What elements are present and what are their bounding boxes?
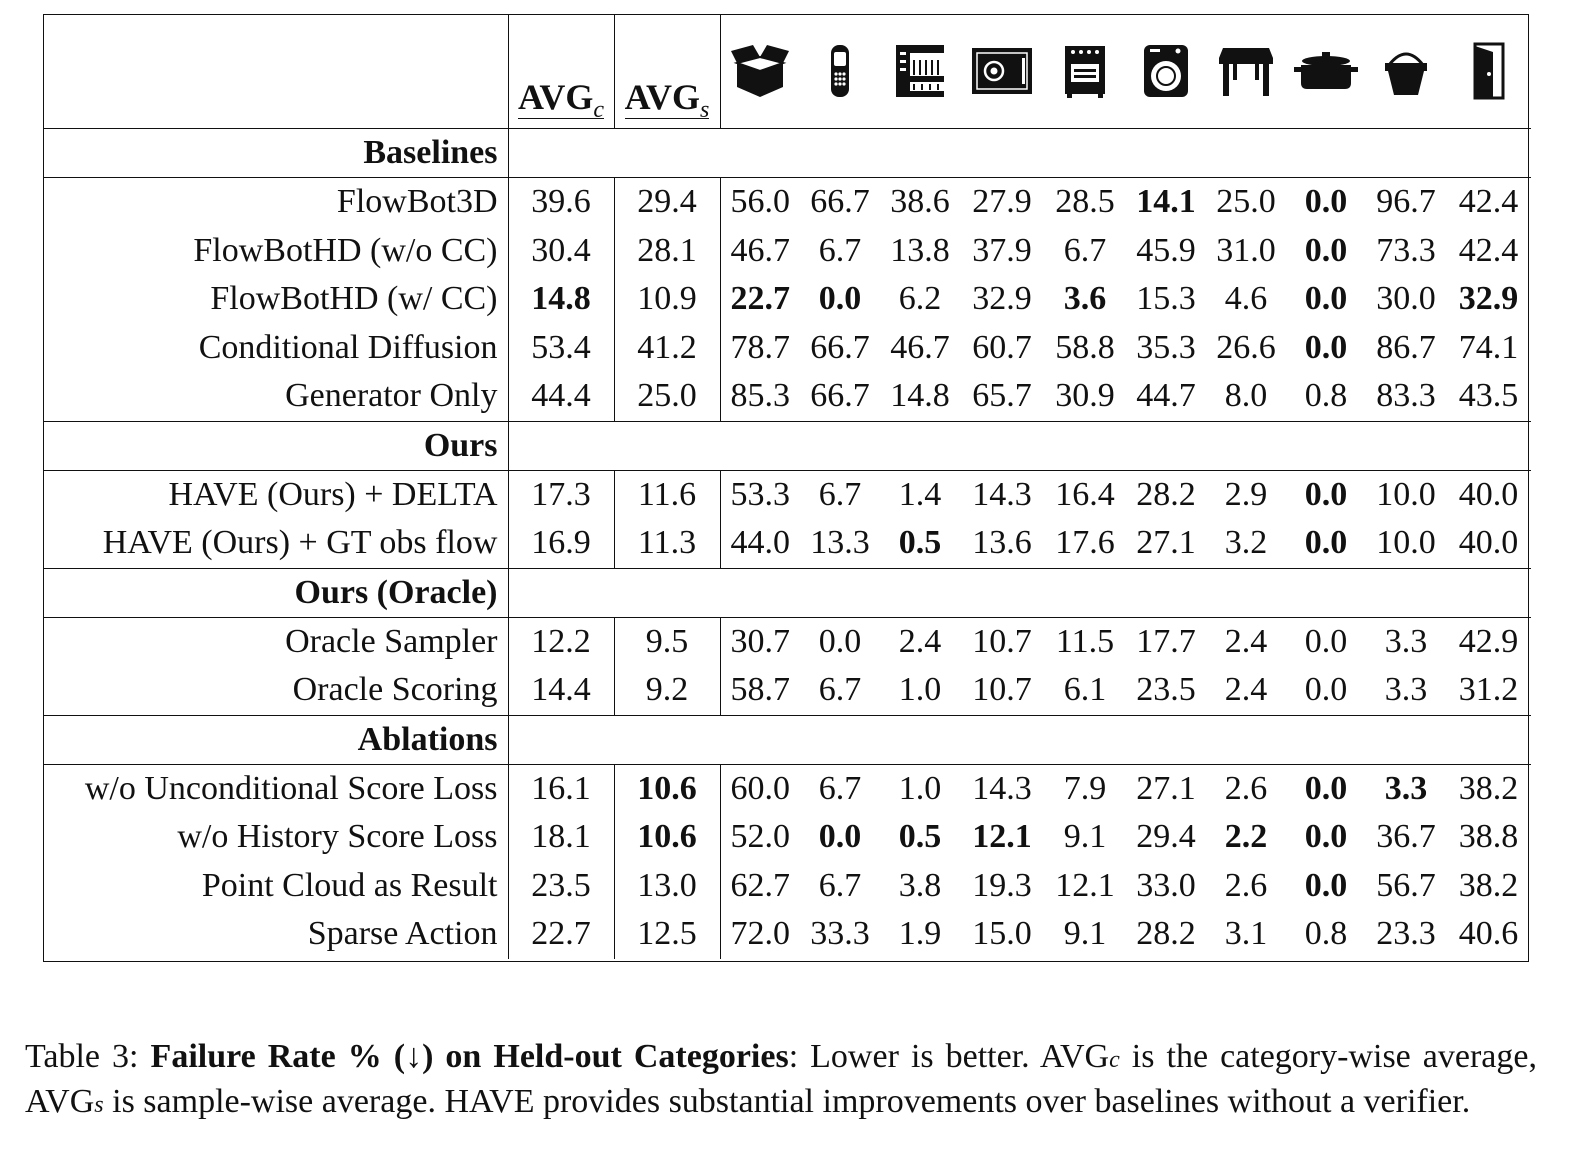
avg-c-cell: 18.1 [508, 813, 614, 862]
category-cell: 2.4 [898, 622, 942, 660]
category-cell: 17.7 [1136, 622, 1196, 660]
safe-icon [960, 14, 1044, 129]
avg-c-cell: 39.6 [508, 178, 614, 227]
category-cell: 0.0 [1304, 622, 1348, 660]
caption-label: Table 3: [25, 1038, 151, 1075]
box-icon [720, 14, 800, 129]
category-cell: 3.3 [1384, 769, 1428, 807]
avg-c-cell: 30.4 [508, 227, 614, 276]
category-cell: 0.0 [1304, 818, 1348, 856]
avg-c-cell: 14.8 [508, 275, 614, 324]
category-cell: 15.0 [972, 915, 1032, 953]
category-cell: 66.7 [810, 328, 870, 366]
category-cell: 53.3 [730, 475, 790, 513]
category-cell: 0.0 [1304, 769, 1348, 807]
category-cell: 6.7 [1063, 231, 1107, 269]
door-icon [1446, 14, 1531, 129]
category-cell: 33.3 [810, 915, 870, 953]
category-cell: 13.3 [800, 519, 880, 568]
avg-s-cell: 28.1 [614, 227, 720, 276]
category-cell: 6.1 [1044, 666, 1126, 715]
category-cell: 72.0 [730, 915, 790, 953]
row-label: Oracle Scoring [43, 666, 508, 715]
category-cell: 17.6 [1044, 519, 1126, 568]
section-title: Baselines [43, 129, 508, 178]
table-row [43, 372, 1531, 421]
oven-icon [1044, 14, 1126, 129]
category-cell: 65.7 [960, 372, 1044, 421]
category-cell: 14.8 [880, 372, 960, 421]
category-cell: 30.9 [1044, 372, 1126, 421]
category-cell: 38.6 [890, 183, 950, 221]
avg-c-cell: 53.4 [508, 324, 614, 373]
row-label: Oracle Sampler [43, 617, 508, 666]
category-cell: 14.3 [972, 475, 1032, 513]
avg-c-cell: 16.1 [508, 764, 614, 813]
avg-s-cell: 29.4 [614, 178, 720, 227]
section-header-ablations [43, 715, 1531, 764]
category-cell: 26.6 [1216, 328, 1276, 366]
table-row [43, 617, 1531, 666]
avg-s-cell: 12.5 [614, 910, 720, 959]
category-cell: 42.4 [1458, 183, 1519, 221]
avg-c-header: $AVG_c$ [508, 14, 614, 129]
category-cell: 33.0 [1136, 866, 1196, 904]
category-cell: 36.7 [1376, 818, 1436, 856]
category-cell: 0.0 [1304, 183, 1348, 221]
category-cell: 10.0 [1376, 475, 1436, 513]
category-cell: 40.0 [1446, 519, 1531, 568]
category-cell: 40.0 [1458, 475, 1519, 513]
category-cell: 2.2 [1224, 818, 1268, 856]
category-cell: 1.4 [898, 475, 942, 513]
avg-c-cell: 22.7 [508, 910, 614, 959]
category-cell: 9.1 [1063, 818, 1107, 856]
category-cell: 0.0 [818, 622, 862, 660]
category-cell: 0.0 [1286, 666, 1366, 715]
avg-c-cell: 44.4 [508, 372, 614, 421]
category-cell: 96.7 [1376, 183, 1436, 221]
bucket-icon [1366, 14, 1446, 129]
category-cell: 12.1 [1055, 866, 1115, 904]
avg-s-header: $AVG_s$ [614, 14, 720, 129]
table-row [43, 324, 1531, 373]
table-row [43, 764, 1531, 813]
category-cell: 25.0 [1216, 183, 1276, 221]
category-cell: 19.3 [972, 866, 1032, 904]
category-cell: 83.3 [1366, 372, 1446, 421]
category-cell: 0.0 [818, 818, 862, 856]
category-cell: 3.3 [1384, 622, 1428, 660]
results-table [43, 14, 1531, 959]
category-cell: 42.4 [1458, 231, 1519, 269]
category-cell: 2.6 [1224, 769, 1268, 807]
category-cell: 10.0 [1366, 519, 1446, 568]
category-cell: 0.8 [1286, 372, 1366, 421]
avg-s-cell: 10.9 [614, 275, 720, 324]
category-cell: 23.5 [1126, 666, 1206, 715]
avg-s-cell: 25.0 [614, 372, 720, 421]
phone-icon [800, 14, 880, 129]
row-label: Point Cloud as Result [43, 862, 508, 911]
row-label: HAVE (Ours) + GT obs flow [43, 519, 508, 568]
table-caption: Table 3: Failure Rate % (↓) on Held-out Categories: Lower is better. AVGc is the category-wise average, AVGs is sample-wise average. HAVE provides substantial improvements over baselines without a verifier. [25, 1038, 1537, 1120]
section-header-ours-oracle [43, 568, 1531, 617]
avg-c-cell: 17.3 [508, 470, 614, 519]
row-label: HAVE (Ours) + DELTA [43, 470, 508, 519]
row-label: Conditional Diffusion [43, 324, 508, 373]
header-row [43, 14, 1531, 129]
category-cell: 35.3 [1136, 328, 1196, 366]
category-cell: 6.7 [818, 231, 862, 269]
category-cell: 0.0 [818, 280, 862, 318]
category-cell: 29.4 [1136, 818, 1196, 856]
category-cell: 0.5 [898, 818, 942, 856]
table-row [43, 227, 1531, 276]
table-row [43, 910, 1531, 959]
row-label: Sparse Action [43, 910, 508, 959]
category-cell: 40.6 [1458, 915, 1519, 953]
row-label: FlowBot3D [43, 178, 508, 227]
category-cell: 1.9 [898, 915, 942, 953]
section-title: Ours [43, 421, 508, 470]
category-cell: 42.9 [1458, 622, 1519, 660]
category-cell: 0.8 [1304, 915, 1348, 953]
category-cell: 27.1 [1126, 519, 1206, 568]
avg-s-cell: 11.6 [614, 470, 720, 519]
category-cell: 27.1 [1136, 769, 1196, 807]
category-cell: 38.8 [1458, 818, 1519, 856]
category-cell: 32.9 [972, 280, 1032, 318]
avg-s-cell: 41.2 [614, 324, 720, 373]
category-cell: 6.2 [898, 280, 942, 318]
category-cell: 10.7 [972, 622, 1032, 660]
category-cell: 6.7 [818, 475, 862, 513]
category-cell: 56.7 [1376, 866, 1436, 904]
category-cell: 0.0 [1286, 519, 1366, 568]
table-row [43, 470, 1531, 519]
category-cell: 27.9 [972, 183, 1032, 221]
category-cell: 60.7 [972, 328, 1032, 366]
avg-s-cell: 9.5 [614, 617, 720, 666]
category-cell: 3.3 [1366, 666, 1446, 715]
category-cell: 56.0 [730, 183, 790, 221]
category-cell: 31.0 [1216, 231, 1276, 269]
category-cell: 74.1 [1458, 328, 1519, 366]
avg-s-cell: 10.6 [614, 764, 720, 813]
avg-c-cell: 12.2 [508, 617, 614, 666]
category-cell: 58.7 [720, 666, 800, 715]
category-cell: 38.2 [1458, 866, 1519, 904]
category-cell: 0.0 [1304, 328, 1348, 366]
category-cell: 3.1 [1224, 915, 1268, 953]
category-cell: 3.6 [1063, 280, 1107, 318]
category-cell: 0.5 [880, 519, 960, 568]
avg-s-cell: 13.0 [614, 862, 720, 911]
avg-c-cell: 14.4 [508, 666, 614, 715]
table-row [43, 813, 1531, 862]
category-cell: 85.3 [720, 372, 800, 421]
category-cell: 45.9 [1136, 231, 1196, 269]
section-header-baselines [43, 129, 1531, 178]
category-cell: 2.4 [1206, 666, 1286, 715]
category-cell: 73.3 [1376, 231, 1436, 269]
category-cell: 2.6 [1224, 866, 1268, 904]
category-cell: 46.7 [730, 231, 790, 269]
category-cell: 4.6 [1224, 280, 1268, 318]
category-cell: 6.7 [818, 866, 862, 904]
avg-s-cell: 10.6 [614, 813, 720, 862]
header-empty-cell [43, 14, 508, 129]
table-row [43, 275, 1531, 324]
row-label: FlowBotHD (w/ CC) [43, 275, 508, 324]
category-cell: 28.2 [1136, 915, 1196, 953]
category-cell: 2.9 [1224, 475, 1268, 513]
table-row [43, 666, 1531, 715]
category-cell: 62.7 [730, 866, 790, 904]
category-cell: 10.7 [960, 666, 1044, 715]
avg-s-cell: 9.2 [614, 666, 720, 715]
section-spacer [508, 715, 1531, 764]
table-icon [1206, 14, 1286, 129]
category-cell: 13.8 [890, 231, 950, 269]
category-cell: 38.2 [1458, 769, 1519, 807]
category-cell: 28.2 [1136, 475, 1196, 513]
pot-icon [1286, 14, 1366, 129]
category-cell: 15.3 [1136, 280, 1196, 318]
category-cell: 58.8 [1055, 328, 1115, 366]
section-title: Ours (Oracle) [43, 568, 508, 617]
row-label: FlowBotHD (w/o CC) [43, 227, 508, 276]
category-cell: 8.0 [1206, 372, 1286, 421]
avg-c-cell: 23.5 [508, 862, 614, 911]
avg-c-cell: 16.9 [508, 519, 614, 568]
category-cell: 28.5 [1055, 183, 1115, 221]
category-cell: 60.0 [730, 769, 790, 807]
section-spacer [508, 129, 1531, 178]
category-cell: 44.0 [720, 519, 800, 568]
category-cell: 14.3 [972, 769, 1032, 807]
category-cell: 32.9 [1458, 280, 1519, 318]
category-cell: 11.5 [1055, 622, 1115, 660]
row-label: Generator Only [43, 372, 508, 421]
category-cell: 30.7 [730, 622, 790, 660]
category-cell: 1.0 [898, 769, 942, 807]
category-cell: 22.7 [730, 280, 790, 318]
category-cell: 6.7 [800, 666, 880, 715]
category-cell: 0.0 [1304, 280, 1348, 318]
category-cell: 86.7 [1376, 328, 1436, 366]
section-spacer [508, 421, 1531, 470]
category-cell: 37.9 [972, 231, 1032, 269]
section-title: Ablations [43, 715, 508, 764]
category-cell: 23.3 [1376, 915, 1436, 953]
caption-bold: Failure Rate % (↓) on Held-out Categories [150, 1038, 789, 1075]
category-cell: 52.0 [730, 818, 790, 856]
category-cell: 66.7 [810, 183, 870, 221]
row-label: w/o Unconditional Score Loss [43, 764, 508, 813]
section-header-ours [43, 421, 1531, 470]
category-cell: 1.0 [880, 666, 960, 715]
table-row [43, 178, 1531, 227]
category-cell: 0.0 [1304, 866, 1348, 904]
category-cell: 30.0 [1376, 280, 1436, 318]
washing-machine-icon [1126, 14, 1206, 129]
category-cell: 7.9 [1063, 769, 1107, 807]
category-cell: 0.0 [1304, 231, 1348, 269]
category-cell: 3.8 [898, 866, 942, 904]
avg-s-cell: 11.3 [614, 519, 720, 568]
category-cell: 78.7 [730, 328, 790, 366]
dishwasher-icon [880, 14, 960, 129]
table-row [43, 519, 1531, 568]
category-cell: 44.7 [1126, 372, 1206, 421]
category-cell: 6.7 [818, 769, 862, 807]
category-cell: 43.5 [1446, 372, 1531, 421]
category-cell: 12.1 [972, 818, 1032, 856]
category-cell: 13.6 [960, 519, 1044, 568]
table-row [43, 862, 1531, 911]
category-cell: 46.7 [890, 328, 950, 366]
category-cell: 14.1 [1136, 183, 1196, 221]
category-cell: 66.7 [800, 372, 880, 421]
category-cell: 2.4 [1224, 622, 1268, 660]
category-cell: 0.0 [1304, 475, 1348, 513]
category-cell: 31.2 [1446, 666, 1531, 715]
category-cell: 9.1 [1063, 915, 1107, 953]
section-spacer [508, 568, 1531, 617]
row-label: w/o History Score Loss [43, 813, 508, 862]
category-cell: 3.2 [1206, 519, 1286, 568]
category-cell: 16.4 [1055, 475, 1115, 513]
